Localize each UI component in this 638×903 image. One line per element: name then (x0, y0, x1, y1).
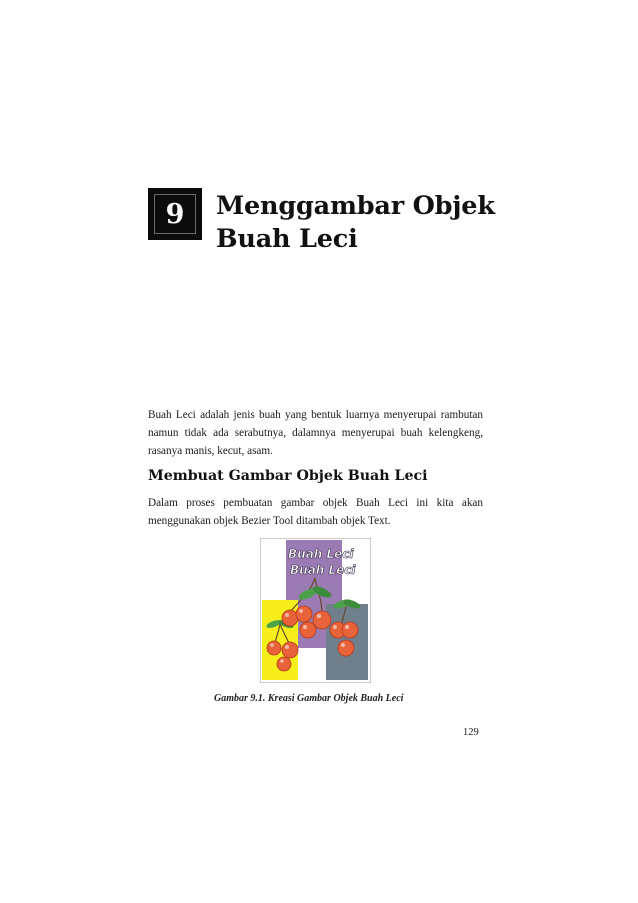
page-number: 129 (463, 727, 479, 738)
chapter-number-box (148, 188, 202, 240)
lychee-illustration (260, 538, 371, 683)
fruit (282, 642, 298, 658)
fruit (300, 622, 316, 638)
art-text-1: Buah Leci (288, 547, 354, 561)
fruit (313, 611, 331, 629)
chapter-title (216, 190, 506, 256)
fruit (282, 610, 298, 626)
intro-paragraph: Buah Leci adalah jenis buah yang bentuk luarnya menyerupai rambutan namun tidak ada serabutnya, dalamnya menyerupai buah kelengkeng, rasanya manis, kecut, asam. (148, 409, 483, 457)
chapter-title-line-2: Buah Leci (216, 224, 358, 254)
chapter-title-line-1: Menggambar Objek (216, 191, 495, 221)
fruit (342, 622, 358, 638)
chapter-number: 9 (165, 198, 185, 230)
section-heading: Membuat Gambar Objek Buah Leci (148, 468, 428, 484)
fruit (277, 657, 291, 671)
section-body: Dalam proses pembuatan gambar objek Buah Leci ini kita akan menggunakan objek Bezier Tool ditambah objek Text. (148, 497, 483, 527)
fruit (338, 640, 354, 656)
fruit (296, 606, 312, 622)
art-text-2: Buah Leci (290, 563, 356, 577)
figure-caption: Gambar 9.1. Kreasi Gambar Objek Buah Leci (214, 693, 404, 704)
fruit (267, 641, 281, 655)
